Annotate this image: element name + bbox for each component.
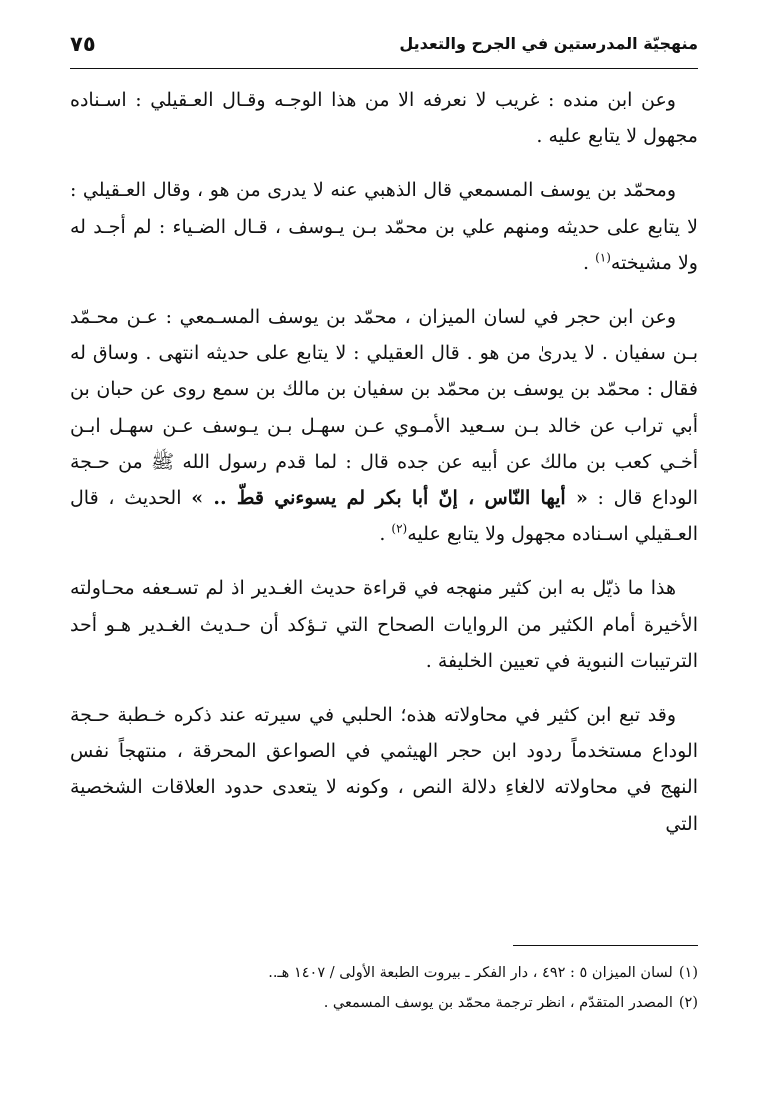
paragraph-1 (70, 82, 698, 154)
footnote-1-text: لسان الميزان ٥ : ٤٩٢ ، دار الفكر ـ بيروت الطبعة الأولى / ١٤٠٧ هـ.. (268, 965, 673, 981)
footnotes (70, 958, 698, 1018)
footnote-ref-1: (١) (595, 250, 611, 265)
footnote-ref-2: (٢) (391, 521, 408, 536)
paragraph-5 (70, 697, 698, 842)
paragraph-3-text: وعن ابن حجر في لسان الميزان ، محمّد بن يوسف المسـمعي : عـن محـمّد بـن سفيان . لا يدرىٰ من هو . قال العقيلي : لا يتابع على حديثه انتهى . وساق له فقال : محمّد بن يوسف بن محمّد بن سفيان بن مالك بن سمع روى عن حبان بن أبي تراب عن خالد بـن سـعيد الأمـوي عـن سهـل بـن يـوسف عـن سهـل ابـن أخـي كعب بن مالك عن أبيه عن جده قال : لما قدم رسول الله ﷺ من حـجة الوداع قال : (70, 306, 698, 510)
paragraph-4 (70, 570, 698, 679)
footnote-2 (70, 988, 698, 1018)
footnote-2-number: (٢) (678, 995, 698, 1011)
paragraph-1-text: وعن ابن منده : غريب لا نعرفه الا من هذا الوجـه وقـال العـقيلي : اسـناده مجهول لا يتابع عليه . (70, 89, 698, 148)
paragraph-2-text: ومحمّد بن يوسف المسمعي قال الذهبي عنه لا يدرى من هو ، وقال العـقيلي : لا يتابع على حديثه ومنهم علي بن محمّد بـن يـوسف ، قـال الضـياء : لم أجـد له ولا مشيخته (70, 179, 698, 274)
footnote-2-text: المصدر المتقدّم ، انظر ترجمة محمّد بن يوسف المسمعي . (323, 995, 673, 1011)
footnote-divider (513, 945, 698, 946)
paragraph-2 (70, 172, 698, 281)
running-header (70, 28, 698, 69)
body-text (70, 82, 698, 860)
footnote-1-number: (١) (678, 965, 698, 981)
paragraph-3 (70, 299, 698, 552)
footnote-1 (70, 958, 698, 988)
paragraph-2-end: . (582, 251, 596, 274)
page-number: ٧٥ (70, 32, 96, 56)
hadith-quote: « أيها النّاس ، إنّ أبا بكر لم يسوءني قطّ .. » (191, 487, 588, 510)
paragraph-3-after-quote: الحديث ، قال العـقيلي اسـناده مجهول ولا يتابع عليه (70, 487, 698, 546)
paragraph-4-text: هذا ما ذيّل به ابن كثير منهجه في قراءة حديث الغـدير اذ لم تسـعفه محـاولته الأخيرة أمام الكثير من الروايات الصحاح التي تـؤكد أن حـديث الغـدير هـو أحد الترتيبات النبوية في تعيين الخليفة . (70, 577, 698, 672)
running-title: منهجيّة المدرستين في الجرح والتعديل (399, 34, 698, 53)
paragraph-3-end: . (379, 523, 392, 546)
paragraph-5-text: وقد تبع ابن كثير في محاولاته هذه؛ الحلبي في سيرته عند ذكره خـطبة حـجة الوداع مستخدماً ردود ابن حجر الهيثمي في الصواعق المحرقة ، منتهجاً نفس النهج في محاولاته لالغاءِ دلالة النص ، وكونه لا يتعدى حدود العلاقات الشخصية التي (70, 704, 698, 835)
